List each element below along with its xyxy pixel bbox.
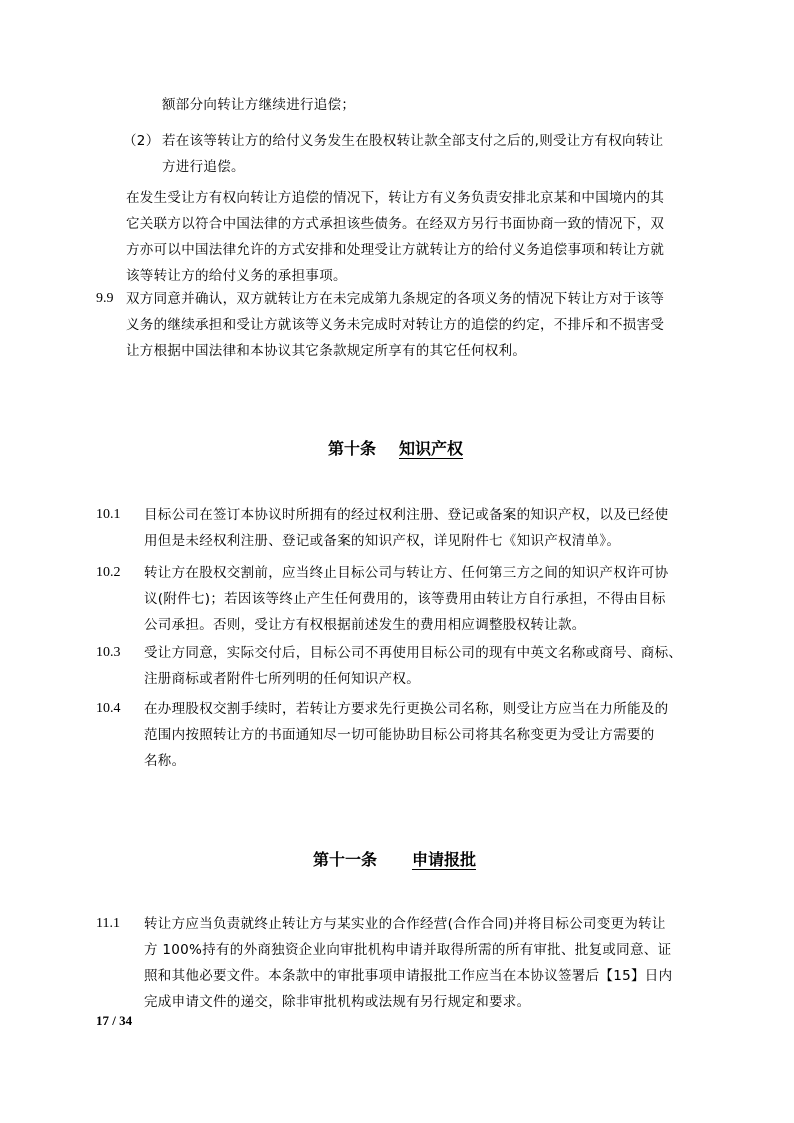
clause-line: 受让方同意，实际交付后，目标公司不再使用目标公司的现有中英文名称或商号、商标、 bbox=[144, 645, 683, 661]
clause-line: 转让方在股权交割前，应当终止目标公司与转让方、任何第三方之间的知识产权许可协 bbox=[144, 565, 669, 581]
clause-line: 让方根据中国法律和本协议其它条款规定所享有的其它任何权利。 bbox=[126, 343, 527, 359]
clause-line: 注册商标或者附件七所列明的任何知识产权。 bbox=[144, 671, 420, 687]
clause-line: 双方同意并确认，双方就转让方在未完成第九条规定的各项义务的情况下转让方对于该等 bbox=[126, 291, 665, 307]
article-11-label: 第十一条 bbox=[313, 850, 378, 869]
clause-line: 目标公司在签订本协议时所拥有的经过权利注册、登记或备案的知识产权，以及已经使 bbox=[144, 507, 669, 523]
clause-line: 在办理股权交割手续时，若转让方要求先行更换公司名称，则受让方应当在力所能及的 bbox=[144, 701, 669, 717]
clause-line: 义务的继续承担和受让方就该等义务未完成时对转让方的追偿的约定，不排斥和不损害受 bbox=[126, 317, 665, 333]
clause-number: 10.1 bbox=[96, 507, 121, 522]
clause-number: 11.1 bbox=[96, 916, 120, 931]
item-marker: （2） bbox=[123, 133, 160, 149]
paragraph-line: 该等转让方的给付义务的承担事项。 bbox=[126, 268, 347, 284]
clause-line: 用但是未经权利注册、登记或备案的知识产权，详见附件七《知识产权清单》。 bbox=[144, 533, 621, 549]
clause-number: 9.9 bbox=[96, 291, 114, 306]
article-11-title: 申请报批 bbox=[412, 850, 477, 869]
article-10-title: 知识产权 bbox=[399, 439, 464, 458]
clause-number: 10.2 bbox=[96, 565, 121, 580]
clause-line: 完成申请文件的递交，除非审批机构或法规有另行规定和要求。 bbox=[144, 994, 531, 1010]
paragraph-line: 在发生受让方有权向转让方追偿的情况下，转让方有义务负责安排北京某和中国境内的其 bbox=[126, 190, 665, 206]
article-10-label: 第十条 bbox=[328, 439, 377, 458]
item-line: 若在该等转让方的给付义务发生在股权转让款全部支付之后的,则受让方有权向转让 bbox=[162, 133, 664, 149]
clause-line: 范围内按照转让方的书面通知尽一切可能协助目标公司将其名称变更为受让方需要的 bbox=[144, 727, 655, 743]
continued-text: 额部分向转让方继续进行追偿； bbox=[162, 97, 356, 113]
clause-number: 10.3 bbox=[96, 645, 121, 660]
clause-line: 方 100%持有的外商独资企业向审批机构申请并取得所需的所有审批、批复或同意、证 bbox=[144, 942, 672, 958]
paragraph-line: 它关联方以符合中国法律的方式承担该些债务。在经双方另行书面协商一致的情况下，双 bbox=[126, 216, 665, 232]
clause-line: 公司承担。否则，受让方有权根据前述发生的费用相应调整股权转让款。 bbox=[144, 617, 586, 633]
item-line: 方进行追偿。 bbox=[162, 159, 245, 175]
page-number: 17 / 34 bbox=[96, 1013, 133, 1028]
clause-line: 转让方应当负责就终止转让方与某实业的合作经营(合作合同)并将目标公司变更为转让 bbox=[144, 916, 666, 932]
clause-line: 名称。 bbox=[144, 753, 186, 769]
clause-line: 照和其他必要文件。本条款中的审批事项申请报批工作应当在本协议签署后【15】日内 bbox=[144, 968, 673, 984]
clause-number: 10.4 bbox=[96, 701, 121, 716]
clause-line: 议(附件七)；若因该等终止产生任何费用的，该等费用由转让方自行承担，不得由目标 bbox=[144, 591, 666, 607]
paragraph-line: 方亦可以中国法律允许的方式安排和处理受让方就转让方的给付义务追偿事项和转让方就 bbox=[126, 242, 665, 258]
